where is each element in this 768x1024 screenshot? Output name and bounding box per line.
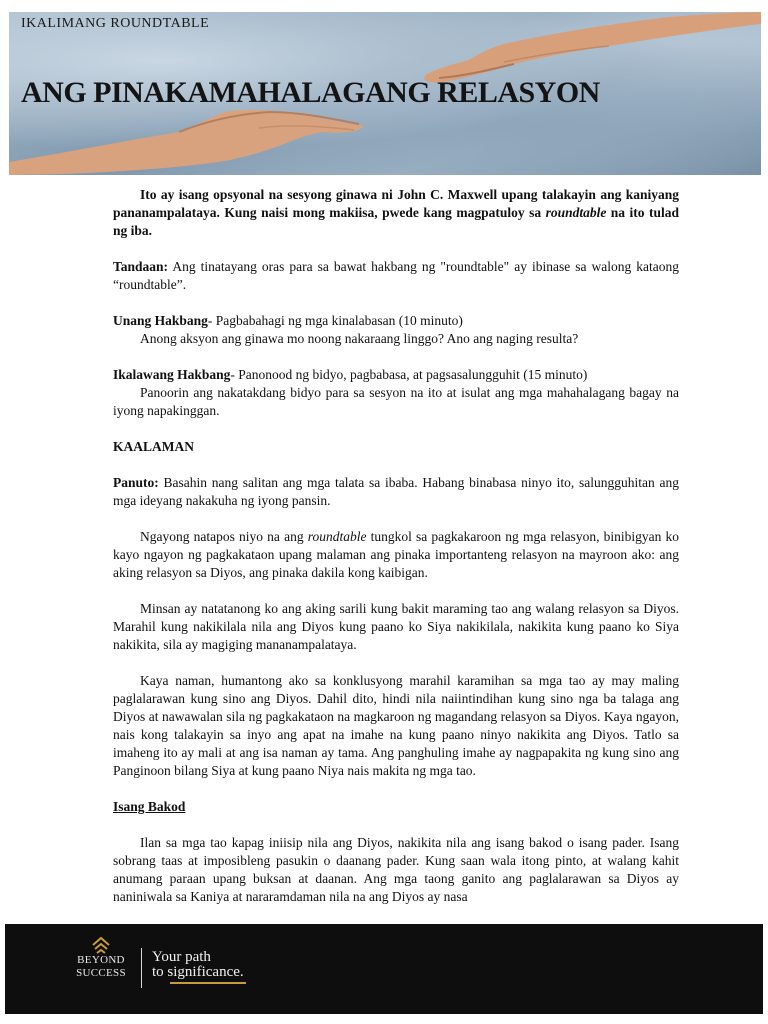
intro-text: Ito ay isang opsyonal na sesyong ginawa ni John C. Maxwell upang talakayin ang kaniyang pananampalataya. Kung naisi mong makiisa, pwede kang magpatuloy sa [113, 187, 679, 220]
body-paragraph-2: Minsan ay natatanong ko ang aking sarili kung bakit maraming tao ang walang relasyon sa Diyos. Marahil kung nakikilala nila ang Diyos kung paano ko Siya nakikilala, nakikita kung paano ko Siya nakikita, sila ay magiging mananampalataya. [113, 601, 679, 652]
step-one [113, 312, 679, 330]
header-banner [9, 12, 761, 175]
series-label: IKALIMANG ROUNDTABLE [21, 16, 210, 31]
step-two [113, 366, 679, 384]
tagline-line-1: Your path [152, 949, 211, 965]
body-paragraph-1 [113, 528, 679, 582]
instruction-paragraph [113, 474, 679, 510]
document-body [113, 186, 679, 906]
intro-paragraph [113, 186, 679, 240]
para1-emphasis: roundtable [307, 529, 367, 544]
step-two-detail: Panoorin ang nakatakdang bidyo para sa sesyon na ito at isulat ang mga mahahalagang bagay na iyong napakinggan. [113, 385, 679, 418]
body-paragraph-3: Kaya naman, humantong ako sa konklusyong marahil karamihan sa mga tao ay may maling paglalarawan kung sino ang Diyos. Dahil dito, hindi nila naiintindihan kung sino nga ba talaga ang Diyos at nawawalan sila ng pagkakataon na magkaroon ng magandang relasyon sa Diyos. Kaya ngayon, nais kong talakayin sa inyo ang apat na imahe na kung paano ninyo nakikita ang Diyos. Tatlo sa imaheng ito ay mali at ang isa naman ay tama. Ang panghuling imahe ay nagpapakita ng kung sino ang Panginoon bilang Siya at kung paano Niya nais makita ng mga tao. [113, 673, 679, 778]
tagline-line-2: to significance. [152, 964, 244, 980]
tagline-underline [170, 982, 246, 984]
step-two-label: Ikalawang Hakbang [113, 367, 231, 382]
intro-emphasis: roundtable [545, 205, 607, 220]
step-one-title: - Pagbabahagi ng mga kinalabasan (10 minuto) [207, 313, 463, 328]
logo-text-success: SUCCESS [76, 967, 126, 979]
logo-text-beyond: BEYOND [77, 954, 125, 966]
body-paragraph-4: Ilan sa mga tao kapag iniisip nila ang Diyos, nakikita nila ang isang bakod o isang pader. Isang sobrang taas at imposibleng pasukin o daanang pader. Kung saan wala itong pinto, at walang kahit anumang paraan upang buksan at daanan. Ang mga taong ganito ang paglalarawan sa Diyos ay naniniwala sa Kaniya at nararamdaman nila na ang Diyos ay nasa [113, 835, 679, 904]
note-label: Tandaan: [113, 259, 169, 274]
para1-text-end: tungkol sa pagkakaroon ng mga relasyon, binibigyan ko kayo ngayon ng pagkakataon upang malaman ang pinaka importanteng relasyon na mayroon ako: ang aking relasyon sa Diyos, ang pinaka dakila kong kaibigan. [113, 529, 679, 580]
intro-text-end: na ito tulad ng iba. [113, 205, 679, 238]
footer-bar [5, 924, 763, 1014]
section-heading: KAALAMAN [113, 439, 194, 454]
step-one-label: Unang Hakbang [113, 313, 208, 328]
instruction-text: Basahin nang salitan ang mga talata sa ibaba. Habang binabasa ninyo ito, salungguhitan ang mga ideyang nakakuha ng iyong pansin. [113, 475, 679, 508]
step-two-title: - Panonood ng bidyo, pagbabasa, at pagsasalungguhit (15 minuto) [230, 367, 588, 382]
subheading: Isang Bakod [113, 799, 186, 814]
page-title: ANG PINAKAMAHALAGANG RELASYON [21, 76, 600, 109]
note-paragraph [113, 258, 679, 294]
footer-divider [141, 948, 142, 988]
para1-text: Ngayong natapos niyo na ang [140, 529, 308, 544]
instruction-label: Panuto: [113, 475, 159, 490]
step-one-detail: Anong aksyon ang ginawa mo noong nakaraang linggo? Ano ang naging resulta? [140, 331, 579, 346]
note-text: Ang tinatayang oras para sa bawat hakbang ng "roundtable" ay ibinase sa walong kataong “roundtable”. [113, 259, 679, 292]
logo-chevron-icon [91, 936, 111, 954]
